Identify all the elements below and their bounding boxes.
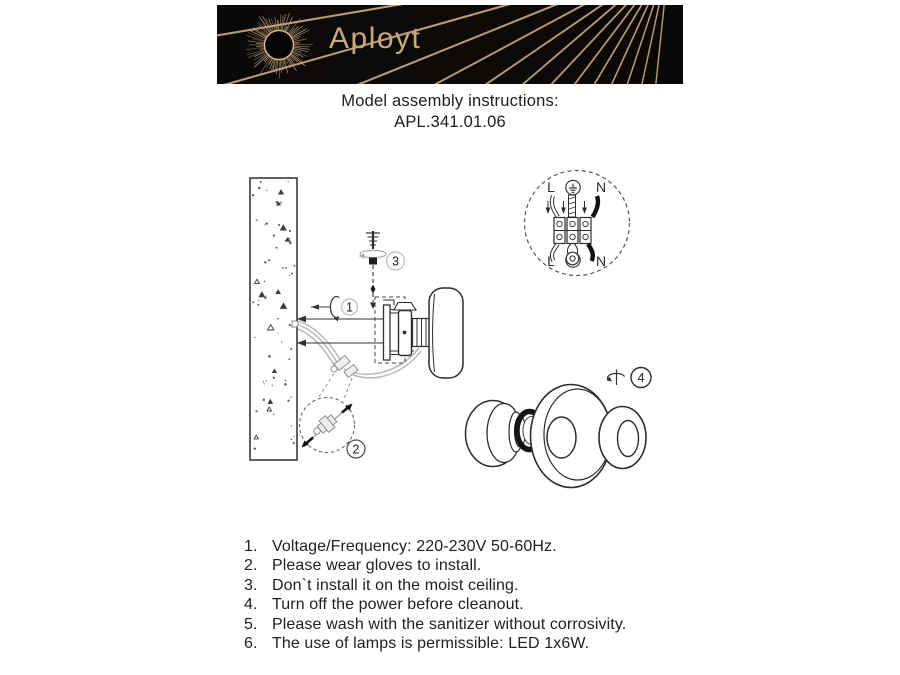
svg-text:N: N [595, 253, 607, 269]
instruction-item [244, 556, 724, 575]
instruction-number: 4. [244, 596, 258, 614]
instruction-item [244, 615, 724, 634]
svg-text:1: 1 [346, 300, 353, 315]
instruction-text: Please wash with the sanitizer without corrosivity. [272, 615, 627, 633]
svg-text:L: L [547, 253, 555, 269]
earth-symbol-icon [566, 180, 580, 194]
instruction-list [244, 537, 724, 653]
svg-text:L: L [547, 179, 555, 195]
svg-text:2: 2 [352, 442, 360, 457]
wire-detail-circle [300, 374, 366, 458]
instruction-number: 3. [244, 576, 258, 594]
instruction-item [244, 537, 724, 556]
step-label-3 [387, 252, 405, 270]
instruction-text: Don`t install it on the moist ceiling. [272, 576, 519, 594]
instruction-number: 5. [244, 615, 258, 633]
title-heading: Model assembly instructions: [341, 92, 559, 110]
wall-cross-section [250, 178, 297, 460]
instruction-text: Voltage/Frequency: 220-230V 50-60Hz. [272, 538, 557, 555]
instruction-text: The use of lamps is permissible: LED 1x6W. [272, 635, 590, 653]
step-label-4 [607, 368, 652, 388]
lamp-side-view [394, 288, 463, 378]
wiring-detail-circle [525, 171, 630, 276]
svg-text:N: N [595, 179, 607, 195]
lamp-exploded-view [466, 385, 647, 488]
instruction-number: 6. [244, 635, 258, 653]
instruction-item [244, 576, 724, 595]
wire-grommet [292, 320, 298, 328]
svg-text:3: 3 [392, 254, 399, 269]
screw-axis [359, 231, 386, 309]
instruction-item [244, 595, 724, 614]
title-model-number: APL.341.01.06 [394, 112, 506, 131]
instruction-number: 1. [244, 538, 258, 555]
instruction-text: Please wear gloves to install. [272, 557, 482, 575]
instruction-item [244, 634, 724, 653]
terminal-block [554, 218, 591, 244]
instruction-text: Turn off the power before cleanout. [272, 596, 524, 614]
step-label-1 [311, 297, 358, 322]
instruction-number: 2. [244, 557, 258, 575]
svg-text:4: 4 [637, 371, 645, 386]
brand-wordmark: Aployt [329, 22, 422, 55]
